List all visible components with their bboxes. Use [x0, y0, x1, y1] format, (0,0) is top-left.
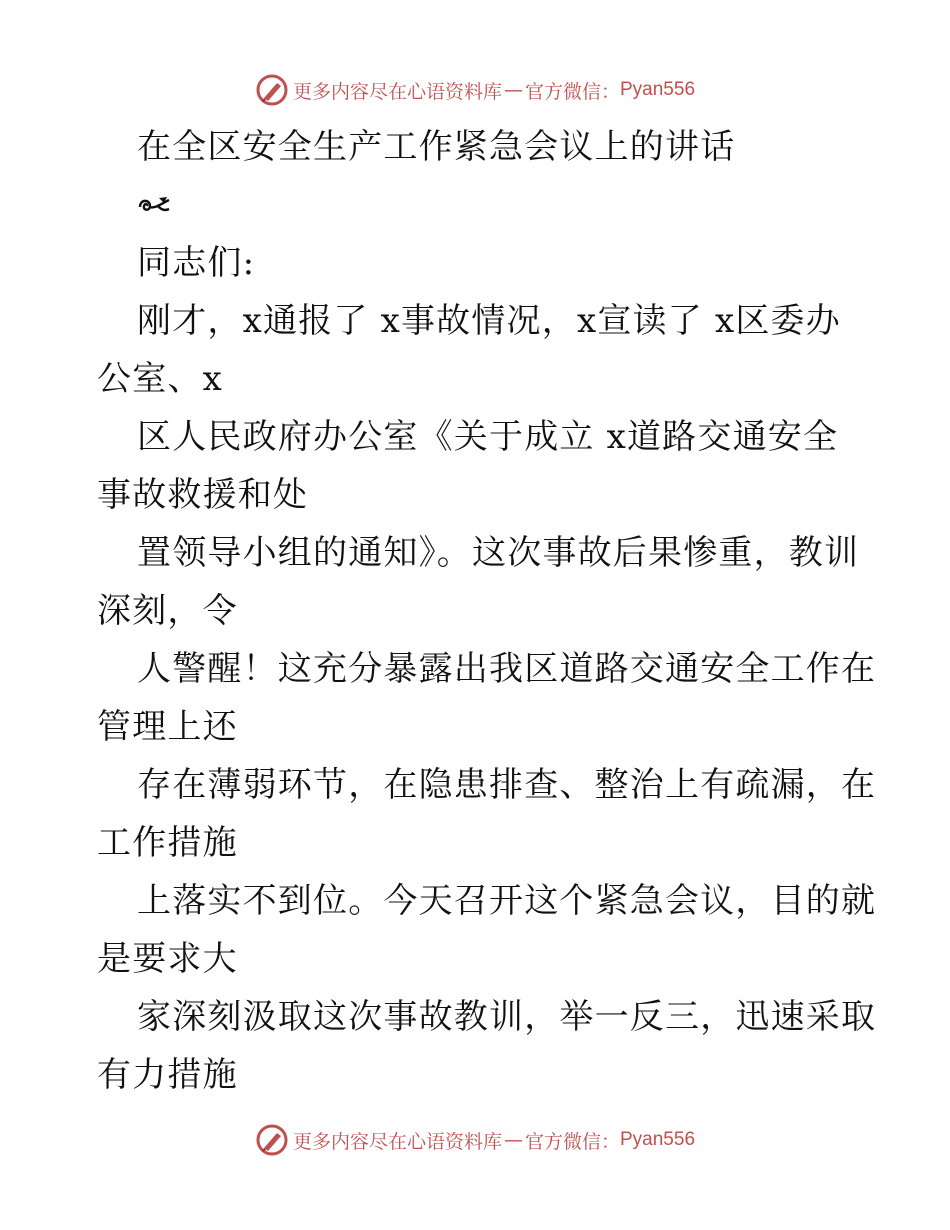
- document-line: 深刻，令: [97, 591, 238, 631]
- watermark-header: [0, 70, 950, 110]
- document-line: 事故救援和处: [97, 475, 309, 515]
- pen-logo-icon: [255, 1123, 289, 1157]
- watermark-separator: —: [503, 79, 523, 101]
- document-line: 家深刻汲取这次事故教训，举一反三，迅速采取: [137, 997, 877, 1037]
- document-line: 同志们:: [137, 243, 256, 283]
- ornament-row: [97, 176, 857, 234]
- document-line: 区人民政府办公室《关于成立 x道路交通安全: [137, 417, 839, 457]
- watermark-wechat-id: Pyan556: [620, 79, 696, 100]
- document-title: 在全区安全生产工作紧急会议上的讲话: [137, 127, 736, 167]
- document-line: 工作措施: [97, 823, 238, 863]
- document-line: 置领导小组的通知》。这次事故后果惨重，教训: [137, 533, 860, 573]
- document-line: 人警醒！这充分暴露出我区道路交通安全工作在: [137, 649, 877, 689]
- document-line: 是要求大: [97, 939, 238, 979]
- document-line: 有力措施: [97, 1055, 238, 1095]
- watermark-brand-text: 更多内容尽在心语资料库: [292, 1130, 502, 1153]
- document-line: 存在薄弱环节，在隐患排查、整治上有疏漏，在: [137, 765, 877, 805]
- document-body: [97, 118, 877, 1104]
- fleuron-icon: [137, 194, 171, 216]
- document-line: 刚才，x通报了 x事故情况，x宣读了 x区委办: [137, 301, 841, 341]
- watermark-wechat-label: 官方微信：: [524, 80, 620, 103]
- document-line: 上落实不到位。今天召开这个紧急会议，目的就: [137, 881, 877, 921]
- watermark-footer: [0, 1120, 950, 1160]
- document-line: 管理上还: [97, 707, 238, 747]
- watermark-separator: —: [503, 1129, 523, 1151]
- watermark-brand-text: 更多内容尽在心语资料库: [292, 80, 502, 103]
- document-line: 公室、x: [97, 359, 223, 399]
- watermark-wechat-id: Pyan556: [620, 1129, 696, 1150]
- watermark-wechat-label: 官方微信：: [524, 1130, 620, 1153]
- pen-logo-icon: [255, 73, 289, 107]
